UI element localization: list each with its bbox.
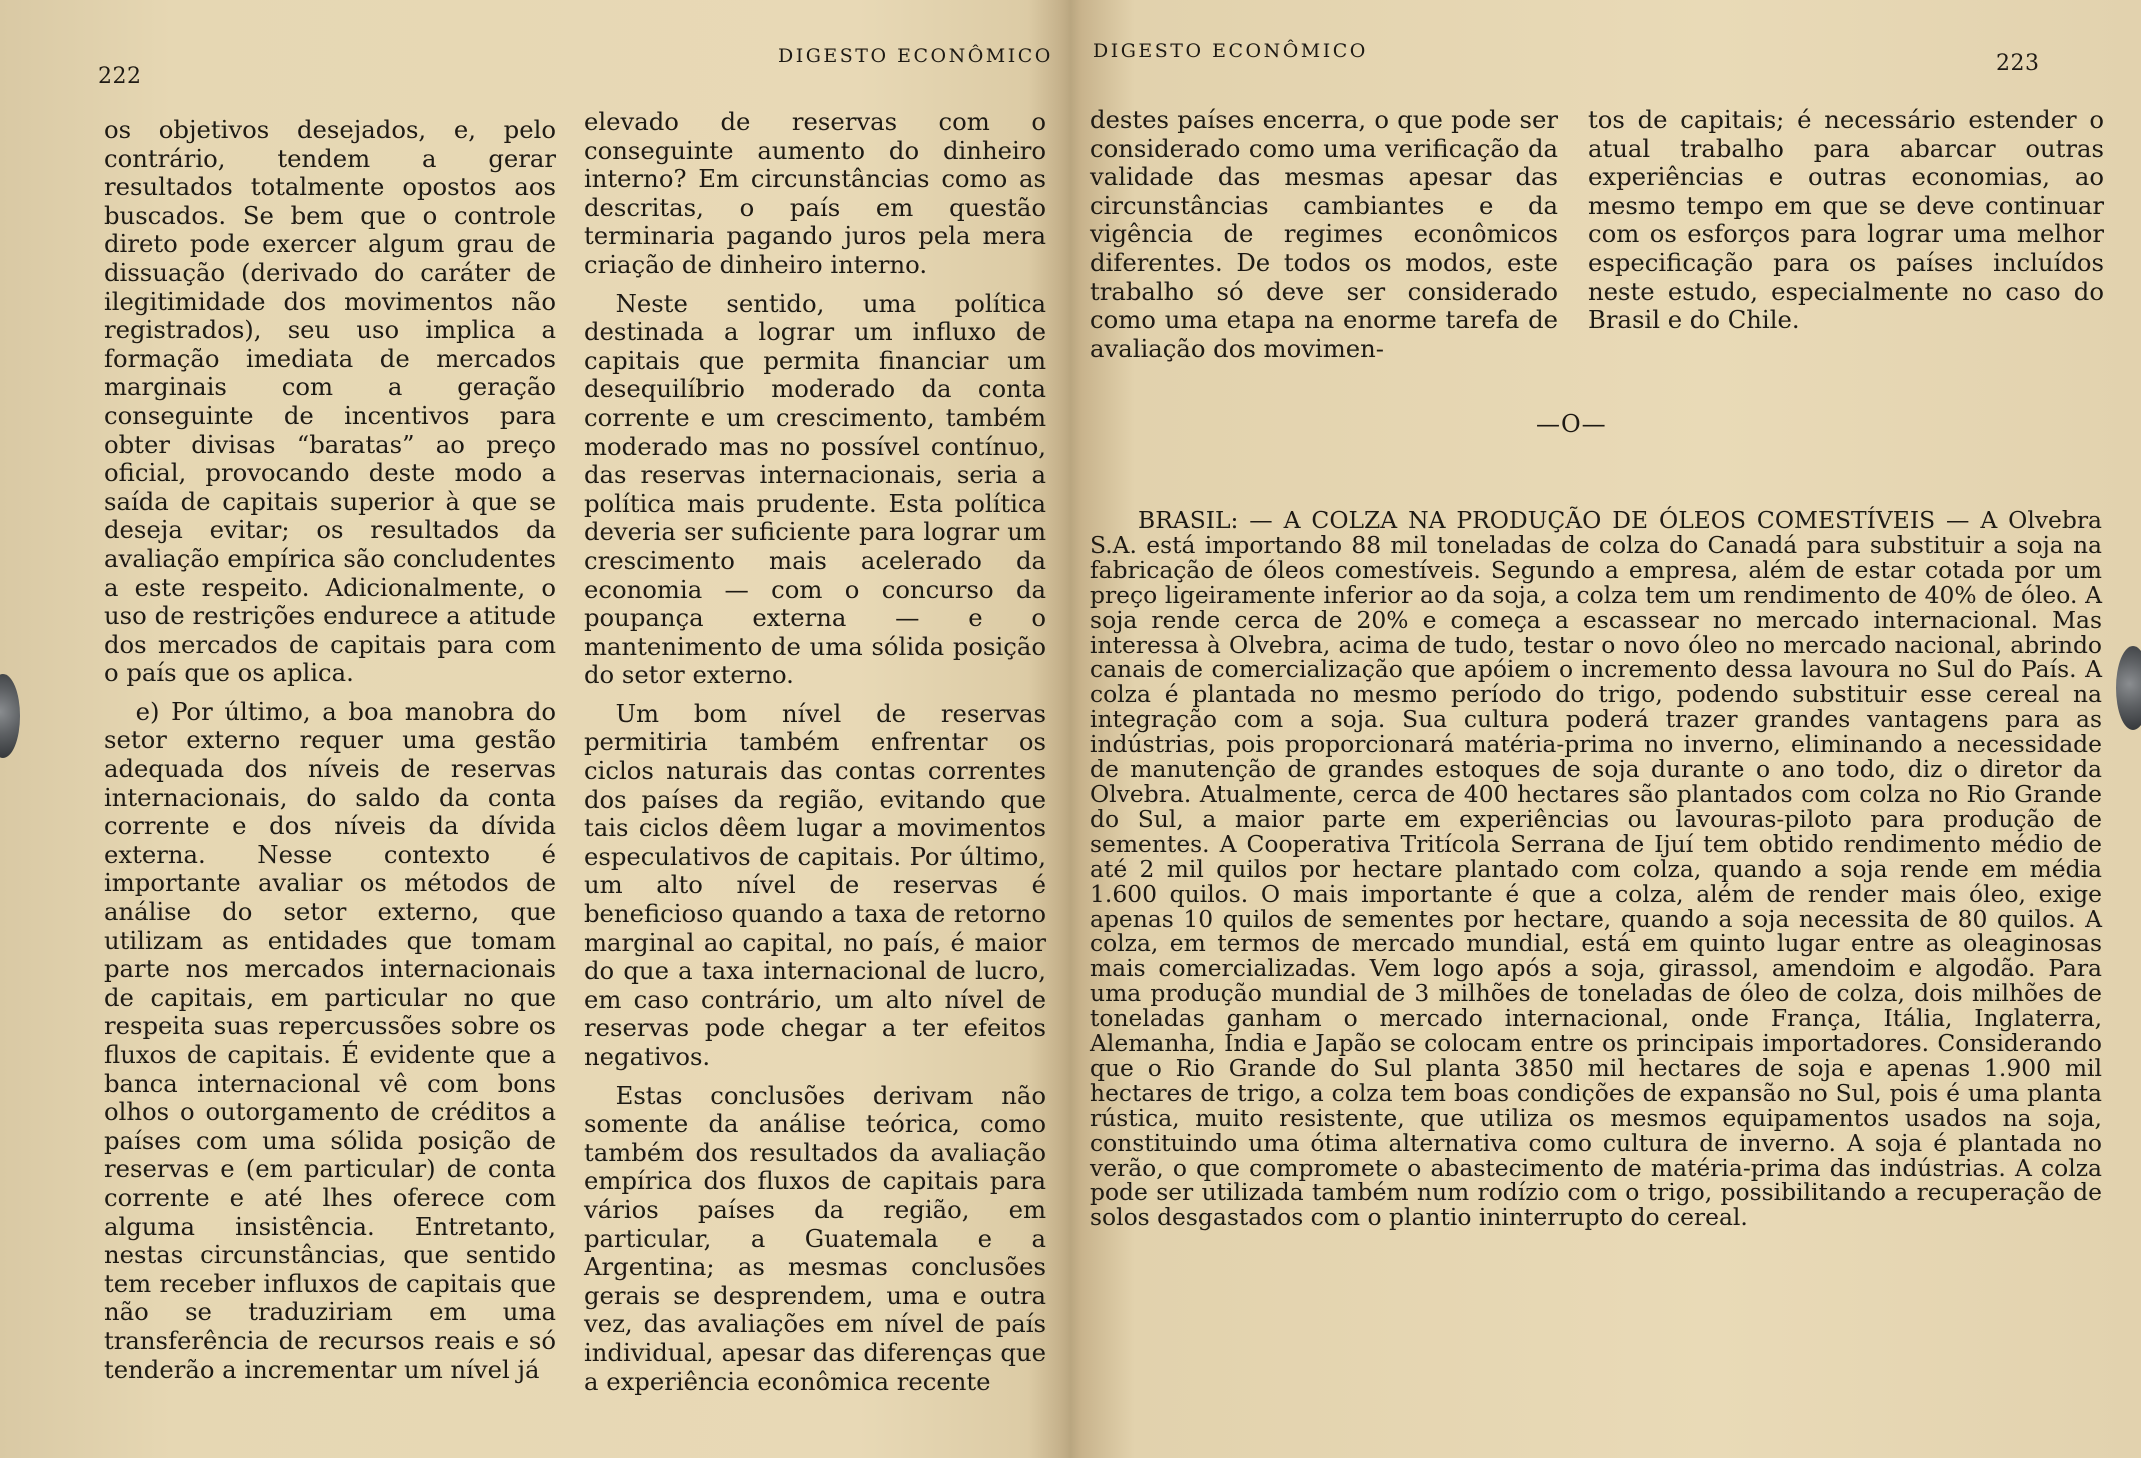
right-page <box>1074 0 2141 1458</box>
section-divider: —O— <box>1536 410 1607 438</box>
running-head: DIGESTO ECONÔMICO <box>1093 40 1368 62</box>
right-column-1 <box>1090 106 1558 363</box>
paragraph: elevado de reservas com o conseguinte aumento do dinheiro interno? Em circunstâncias como as descritas, o país em questão terminaria pagando juros pela mera criação de dinheiro interno. <box>584 107 1046 279</box>
left-page <box>0 0 1068 1458</box>
paragraph: Um bom nível de reservas permitiria também enfrentar os ciclos naturais das contas correntes dos países da região, evitando que tais ciclos dêem lugar a movimentos especulativos de capitais. Por último, um alto nível de reservas é beneficioso quando a taxa de retorno marginal ao capital, no país, é maior do que a taxa internacional de lucro, em caso contrário, um alto nível de reservas pode chegar a ter efeitos negativos. <box>584 698 1046 1071</box>
page-number: 223 <box>1996 51 2040 76</box>
left-column-2 <box>584 108 1046 1396</box>
paragraph: Neste sentido, uma política destinada a lograr um influxo de capitais que permita financiar um desequilíbrio moderado da conta corrente e um crescimento, também moderado mas no possível contínuo, das reservas internacionais, seria a política mais prudente. Esta política deveria ser suficiente para lograr um crescimento mais acelerado da economia — com o concurso da poupança externa — e o mantenimento de uma sólida posição do setor externo. <box>584 288 1046 690</box>
paragraph: e) Por último, a boa manobra do setor externo requer uma gestão adequada dos níveis de reservas internacionais, do saldo da conta corrente e dos níveis da dívida externa. Nesse contexto é importante avaliar os métodos de análise do setor externo, que utilizam as entidades que tomam parte nos mercados internacionais de capitais, em particular no que respeita suas repercussões sobre os fluxos de capitais. É evidente que a banca internacional vê com bons olhos o outorgamento de créditos a países com uma sólida posição de reservas e (em particular) de conta corrente e até lhes oferece com alguma insistência. Entretanto, nestas circunstâncias, que sentido tem receber influxos de capitais que não se traduziriam em uma transferência de recursos reais e só tenderão a incrementar um nível já <box>104 696 556 1384</box>
paragraph: tos de capitais; é necessário estender o atual trabalho para abarcar outras experiências e outras economias, ao mesmo tempo em que se deve continuar com os esforços para lograr uma melhor especificação para os países incluídos neste estudo, especialmente no caso do Brasil e do Chile. <box>1588 105 2104 335</box>
news-item: BRASIL: — A COLZA NA PRODUÇÃO DE ÓLEOS COMESTÍVEIS — A Olvebra S.A. está importando 88 mil toneladas de colza do Canadá para substituir a soja na fabricação de óleos comestíveis. Segundo a empresa, além de estar cotada por um preço ligeiramente inferior ao da soja, a colza tem um rendimento de 40% de óleo. A soja rende cerca de 20% e começa a escassear no mercado internacional. Mas interessa à Olvebra, acima de tudo, testar o novo óleo no mercado nacional, abrindo canais de comercialização que apóiem o incremento dessa lavoura no Sul do País. A colza é plantada no mesmo período do trigo, podendo substituir esse cereal na integração com a soja. Sua cultura poderá trazer grandes vantagens para as indústrias, pois proporcionará matéria-prima no inverno, eliminando a necessidade de manutenção de grandes estoques de soja durante o ano todo, diz o diretor da Olvebra. Atualmente, cerca de 400 hectares são plantados com colza no Rio Grande do Sul, a maior parte em experiências ou lavouras-piloto para produção de sementes. A Cooperativa Tritícola Serrana de Ijuí tem obtido rendimento médio de até 2 mil quilos por hectare plantado com colza, quando a soja rende em média 1.600 quilos. O mais importante é que a colza, além de render mais óleo, exige apenas 10 quilos de sementes por hectare, quando a soja necessita de 80 quilos. A colza, em termos de mercado mundial, está em quinto lugar entre as oleaginosas mais comercializadas. Vem logo após a soja, girassol, amendoim e algodão. Para uma produção mundial de 3 milhões de toneladas de óleo de colza, dois milhões de toneladas ganham o mercado internacional, onde França, Itália, Inglaterra, Alemanha, Índia e Japão se colocam entre os principais importadores. Considerando que o Rio Grande do Sul planta 3850 mil hectares de soja e apenas 1.900 mil hectares de trigo, a colza tem boas condições de expansão no Sul, pois é uma planta rústica, muito resistente, que utiliza os mesmos equipamentos usados na soja, constituindo uma ótima alternativa como cultura de inverno. A soja é plantada no verão, o que compromete o abastecimento de matéria-prima das indústrias. A colza pode ser utilizada também num rodízio com o trigo, possibilitando a recuperação de solos desgastados com o plantio ininterrupto do cereal. <box>1090 506 2102 1232</box>
page-number: 222 <box>98 64 142 89</box>
running-head: DIGESTO ECONÔMICO <box>778 45 1053 67</box>
right-column-2 <box>1588 106 2104 335</box>
paragraph: destes países encerra, o que pode ser considerado como uma verificação da validade das mesmas apesar das circunstâncias cambiantes e da vigência de regimes econômicos diferentes. De todos os modos, este trabalho só deve ser considerado como uma etapa na enorme tarefa de avaliação dos movimen- <box>1090 105 1558 363</box>
paragraph: os objetivos desejados, e, pelo contrário, tendem a gerar resultados totalmente opostos aos buscados. Se bem que o controle direto pode exercer algum grau de dissuação (derivado do caráter de ilegitimidade dos movimentos não registrados), seu uso implica a formação imediata de mercados marginais com a geração conseguinte de incentivos para obter divisas “baratas” ao preço oficial, provocando deste modo a saída de capitais superior à que se deseja evitar; os resultados da avaliação empírica são concludentes a este respeito. Adicionalmente, o uso de restrições endurece a atitude dos mercados de capitais para com o país que os aplica. <box>104 115 556 688</box>
paragraph: Estas conclusões derivam não somente da análise teórica, como também dos resultados da avaliação empírica dos fluxos de capitais para vários países da região, em particular, a Guatemala e a Argentina; as mesmas conclusões gerais se desprendem, uma e outra vez, das avaliações em nível de país individual, apesar das diferenças que a experiência econômica recente <box>584 1080 1046 1396</box>
left-column-1 <box>104 116 556 1384</box>
